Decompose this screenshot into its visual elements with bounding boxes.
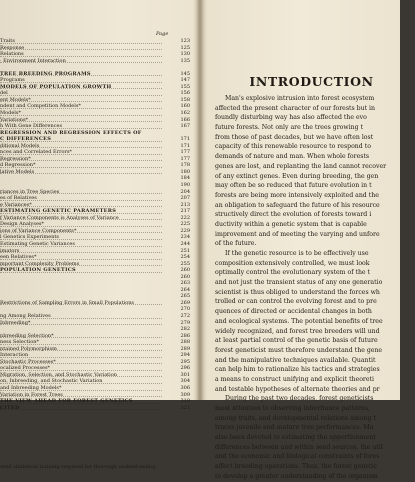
toc-entry-title: Models*	[0, 110, 21, 117]
toc-entry-page: 270	[180, 306, 190, 313]
toc-entry-title: ocalized Processes*	[0, 365, 51, 372]
toc-entry-title: ntained Polymorphism	[0, 345, 57, 352]
text-line: affect breeding operations. Thus, the forest genetic	[215, 463, 377, 471]
toc-entry-page: 167	[180, 123, 190, 130]
toc-entry-page: 177	[180, 155, 190, 162]
toc-entry-title: riances in Tree Species	[0, 188, 60, 195]
toc-entry-title: ions of Variance Components*	[0, 227, 77, 234]
toc-entry-page: 156	[180, 90, 190, 97]
toc-entry-title: Design Analyses*	[0, 221, 44, 228]
contents-page	[0, 28, 192, 470]
toc-entry-title: mportant Complexity Problems	[0, 260, 80, 267]
toc-entry-page: 309	[180, 391, 190, 398]
page-column-header: Page	[156, 31, 169, 37]
toc-entry-title: ng Among Relatives	[0, 312, 51, 319]
text-line: forest geneticist must therefore understand the gene	[215, 346, 383, 354]
toc-entry-page: 304	[180, 378, 190, 385]
toc-entry-title: Regression*	[0, 155, 31, 162]
toc-entry-title: een Relatives*	[0, 254, 37, 261]
toc-entry-page: 145	[180, 70, 190, 77]
toc-entry-page: 166	[180, 116, 190, 123]
text-line: also been devoted to estimating the apportionment	[215, 434, 376, 442]
toc-entry-title: ndent and Competition Models*	[0, 103, 81, 110]
text-line: and the economic and biological constraints of fores	[215, 453, 380, 461]
toc-entry-page: 251	[180, 247, 190, 254]
text-line: quences of directed or accidental changes in both	[215, 308, 372, 316]
toc-entry-title: Estimating Genetic Variances	[0, 240, 75, 247]
toc-entry-title: Relations	[0, 51, 24, 58]
toc-entry-title: ditional Models	[0, 142, 40, 149]
text-line: During the past two decades, forest geneticists	[225, 395, 374, 403]
toc-entry-title: TREE BREEDING PROGRAMS	[0, 70, 91, 77]
toc-entry-title: MODELS OF POPULATION GROWTH	[0, 83, 112, 90]
toc-entry-page: 294	[180, 352, 190, 359]
toc-entry-title: es of Relatives	[0, 195, 37, 202]
text-line: and not just the transient status of any one generatio	[215, 279, 383, 287]
toc-entry-page: 264	[180, 286, 190, 293]
toc-entry-page: 222	[180, 214, 190, 221]
toc-entry-title: Restrictions of Sampling Errors in Small Populations	[0, 299, 134, 306]
text-line: composition extensively controlled, we must look	[215, 259, 370, 267]
text-line: and testable hypotheses of alternate theories and pr	[215, 385, 380, 393]
toc-entry-page: 269	[180, 299, 190, 306]
toc-entry-page: 171	[180, 136, 190, 143]
toc-entry-title: l Genetics Experiments	[0, 234, 59, 241]
toc-entry-page: 225	[180, 221, 190, 228]
toc-entry-title: Traits	[0, 38, 15, 44]
text-line: affected the present character of our forests but in	[215, 104, 375, 112]
toc-entry-page: 190	[180, 182, 190, 189]
toc-entry-page: 135	[180, 57, 190, 64]
toc-entry-page: 171	[180, 142, 190, 149]
text-line: ductivity within a genetic system that is capable	[215, 220, 367, 228]
text-line: capacity of this renewable resource to respond to	[215, 143, 371, 151]
toc-entry-page: 207	[180, 195, 190, 202]
toc-entry-page: 319	[180, 398, 190, 405]
toc-entry-title: d Regression*	[0, 162, 36, 169]
text-line: forests are being more intensively exploited and the	[215, 191, 379, 199]
text-line: traces juvenile and mature tree performances. Mu	[215, 424, 374, 432]
toc-entry-page: 158	[180, 96, 190, 103]
text-line: and the manipulative techniques available. Quantit	[215, 356, 376, 364]
toc-entry-page: 244	[180, 240, 190, 247]
text-line: If the genetic resource is to be effectively use	[225, 250, 369, 257]
text-line: most attention to observing inheritance patterns,	[215, 405, 370, 412]
toc-entry-page: 279	[180, 319, 190, 326]
toc-leader-dots	[0, 49, 162, 50]
text-line: may often be so reduced that future evolution in t	[215, 182, 372, 190]
toc-leader-dots	[0, 95, 162, 96]
text-line: at least partial control of the genetic basis of future	[215, 337, 378, 345]
text-line: to develop a greater understanding of the organism	[215, 472, 378, 480]
text-line: Man's explosive intrusion into forest ecosystem	[225, 95, 375, 102]
toc-entry-page: 180	[180, 168, 190, 175]
toc-entry-title: · Environment Interaction	[0, 57, 66, 64]
toc-entry-title: nces and Correlated Errors*	[0, 149, 72, 156]
introduction-text	[215, 94, 415, 482]
toc-entry-page: 160	[180, 103, 190, 110]
table-of-contents	[0, 38, 192, 411]
toc-entry-title: C DIFFERENCES	[0, 136, 52, 143]
toc-entry-page: 254	[180, 254, 190, 261]
toc-entry-page: 260	[180, 267, 190, 274]
toc-entry-page: 177	[180, 149, 190, 156]
toc-entry-title: ent Models*	[0, 96, 31, 103]
toc-entry-title: Interaction	[0, 352, 29, 359]
toc-entry-page: 178	[180, 162, 190, 169]
toc-entry-page: 125	[180, 44, 190, 51]
text-line: genes are lost, and replanting the land cannot recover	[215, 162, 387, 170]
text-line: structively direct the evolution of forests toward i	[215, 211, 372, 219]
toc-entry-page: 162	[180, 110, 190, 117]
toc-entry-page: 296	[180, 365, 190, 372]
toc-entry-page: 184	[180, 175, 190, 182]
toc-entry-title: Stochastic Processes*	[0, 358, 56, 365]
text-line: of the future.	[215, 240, 257, 248]
toc-entry	[0, 405, 192, 412]
toc-entry-title: Variation in Forest Trees	[0, 391, 63, 398]
toc-leader-dots	[0, 115, 162, 116]
toc-entry-page: 229	[180, 227, 190, 234]
toc-entry-page: 295	[180, 358, 190, 365]
book-gutter	[193, 0, 207, 400]
footnote: ored statistical training required for thorough understanding.	[0, 464, 158, 470]
chapter-title: INTRODUCTION	[249, 74, 374, 89]
toc-entry-title: Inbreeding*	[0, 319, 31, 326]
toc-entry-page: 286	[180, 332, 190, 339]
text-line: demands of nature and man. When whole forests	[215, 153, 370, 161]
toc-entry-title: on, Inbreeding, and Stochastic Variation	[0, 378, 103, 385]
toc-entry-title: Migration, Selection, and Stochastic Variation	[0, 371, 118, 378]
toc-entry-page: 321	[180, 404, 190, 411]
text-line: optimally control the evolutionary system of the t	[215, 269, 371, 277]
text-line: differences between and within seed sources, the util	[215, 443, 383, 451]
text-line: of any extinct genes. Even during breeding, the gen	[215, 172, 379, 180]
toc-entry-page: 213	[180, 201, 190, 208]
text-line: from those of past decades, but we have often lost	[215, 133, 374, 141]
toc-entry-title: ESTIMATING GENETIC PARAMETERS	[0, 208, 117, 215]
toc-entry-page: 306	[180, 384, 190, 391]
toc-entry-page: 301	[180, 371, 190, 378]
toc-entry-page: 155	[180, 83, 190, 90]
text-line: trolled or can control the evolving forest and to pre	[215, 298, 377, 306]
toc-entry-title: del	[0, 90, 8, 97]
text-line: can help him to rationalize his tactics and strategies	[215, 366, 380, 374]
introduction-page	[207, 0, 400, 480]
toc-entry-page: 265	[180, 293, 190, 300]
toc-entry-page: 260	[180, 273, 190, 280]
toc-entry-page: 204	[180, 188, 190, 195]
text-line: improvement and of meeting the varying and unfore	[215, 230, 380, 238]
toc-entry-page: 272	[180, 312, 190, 319]
toc-entry-page: 147	[180, 77, 190, 84]
toc-entry-page: 255	[180, 260, 190, 267]
text-line: an obligation to safeguard the future of his resource	[215, 201, 380, 209]
toc-entry-page: 288	[180, 339, 190, 346]
toc-entry-page: 234	[180, 234, 190, 241]
toc-leader-dots	[0, 43, 162, 44]
toc-entry-page: 130	[180, 51, 190, 58]
text-line: future forests. Not only are the trees growing t	[215, 124, 364, 132]
toc-entry-title: THE VIEW AHEAD FOR FOREST GENETICS	[0, 398, 133, 405]
text-line: scientist is thus obliged to understand the forces wh	[215, 288, 380, 296]
toc-entry-title: nbreeding Selection*	[0, 332, 54, 339]
toc-entry-title: CITED	[0, 404, 20, 411]
toc-entry-title: Variations*	[0, 116, 29, 123]
toc-entry-title: POPULATION GENETICS	[0, 267, 76, 274]
toc-entry-title: f Variance Components is Analyses of Variance	[0, 214, 119, 221]
toc-entry-page: 263	[180, 280, 190, 287]
toc-leader-dots	[0, 409, 162, 410]
text-line: foundly disturbing way has also affected the evo	[215, 114, 367, 122]
toc-leader-dots	[0, 56, 162, 57]
toc-entry-title: REGRESSION AND REGRESSION EFFECTS OF	[0, 129, 142, 136]
toc-entry-page: 123	[180, 38, 190, 44]
text-line: and ecological systems. The potential benefits of tree	[215, 317, 383, 325]
toc-entry-title: lative Models	[0, 168, 35, 175]
text-line: a means to construct unifying and explicit theoreti	[215, 375, 375, 383]
toc-entry-page: 282	[180, 326, 190, 333]
toc-entry-title: and Inbreeding Models*	[0, 384, 62, 391]
toc-entry-title: Response	[0, 44, 25, 51]
text-line: among traits, and developmental relations among t	[215, 414, 376, 422]
toc-entry-title: Programs	[0, 77, 25, 84]
toc-leader-dots	[0, 252, 162, 253]
toc-entry-title: imators	[0, 247, 20, 254]
toc-entry-page: 217	[180, 208, 190, 215]
toc-entry-page: 289	[180, 345, 190, 352]
toc-entry-title: ness Selection*	[0, 339, 39, 346]
toc-entry-title: h With Gene Differences	[0, 123, 63, 130]
text-line: widely recognized, and forest tree breeders will und	[215, 327, 380, 335]
toc-entry-title: e Variances*	[0, 201, 32, 208]
